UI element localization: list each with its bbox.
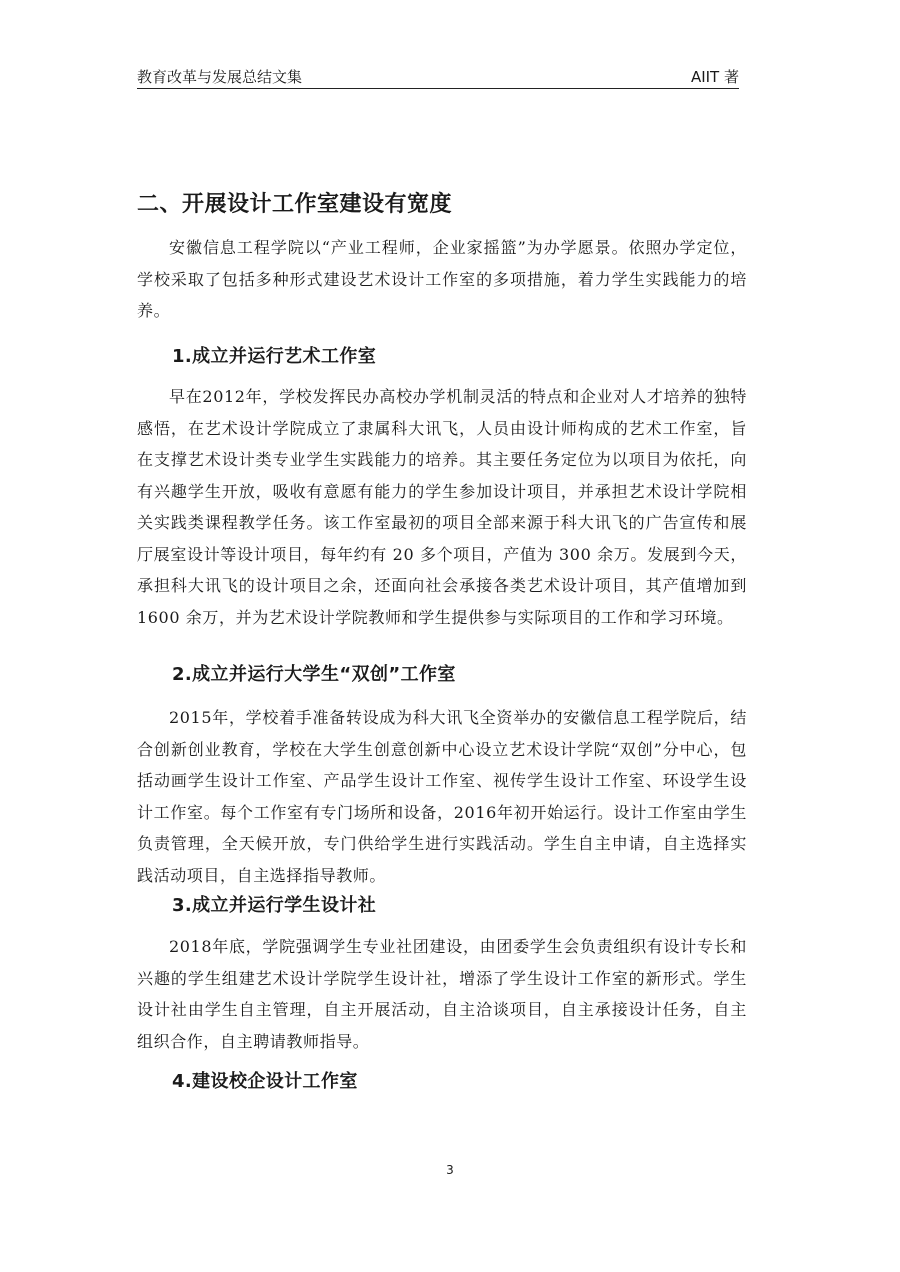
subsection-heading-1: 1.成立并运行艺术工作室 (172, 346, 377, 367)
subsection-paragraph-2: 2015年，学校着手准备转设成为科大讯飞全资举办的安徽信息工程学院后，结合创新创业教育，学校在大学生创意创新中心设立艺术设计学院“双创”分中心，包括动画学生设计工作室、产品学生设计工作室、视传学生设计工作室、环设学生设计工作室。每个工作室有专门场所和设备，2016年初开始运行。设计工作室由学生负责管理，全天候开放，专门供给学生进行实践活动。学生自主申请，自主选择实践活动项目，自主选择指导教师。 (137, 708, 747, 885)
section-intro-paragraph: 安徽信息工程学院以“产业工程师，企业家摇篮”为办学愿景。依照办学定位，学校采取了包括多种形式建设艺术设计工作室的多项措施，着力学生实践能力的培养。 (137, 238, 747, 320)
header-author: AIIT 著 (690, 68, 739, 86)
subsection-paragraph-3: 2018年底，学院强调学生专业社团建设，由团委学生会负责组织有设计专长和兴趣的学生组建艺术设计学院学生设计社，增添了学生设计工作室的新形式。学生设计社由学生自主管理，自主开展活动，自主洽谈项目，自主承接设计任务，自主组织合作，自主聘请教师指导。 (137, 937, 747, 1051)
running-header (137, 64, 739, 89)
subsection-heading-4: 4.建设校企设计工作室 (172, 1071, 358, 1092)
subsection-heading-3: 3.成立并运行学生设计社 (172, 895, 377, 916)
subsection-heading-2: 2.成立并运行大学生“双创”工作室 (172, 664, 456, 685)
page-number: 3 (446, 1163, 454, 1177)
header-book-title: 教育改革与发展总结文集 (137, 68, 303, 86)
section-heading: 二、开展设计工作室建设有宽度 (137, 192, 453, 217)
subsection-paragraph-1: 早在2012年，学校发挥民办高校办学机制灵活的特点和企业对人才培养的独特感悟，在艺术设计学院成立了隶属科大讯飞，人员由设计师构成的艺术工作室，旨在支撑艺术设计类专业学生实践能力的培养。其主要任务定位为以项目为依托，向有兴趣学生开放，吸收有意愿有能力的学生参加设计项目，并承担艺术设计学院相关实践类课程教学任务。该工作室最初的项目全部来源于科大讯飞的广告宣传和展厅展室设计等设计项目，每年约有 20 多个项目，产值为 300 余万。发展到今天，承担科大讯飞的设计项目之余，还面向社会承接各类艺术设计项目，其产值增加到 1600 余万，并为艺术设计学院教师和学生提供参与实际项目的工作和学习环境。 (137, 387, 747, 627)
